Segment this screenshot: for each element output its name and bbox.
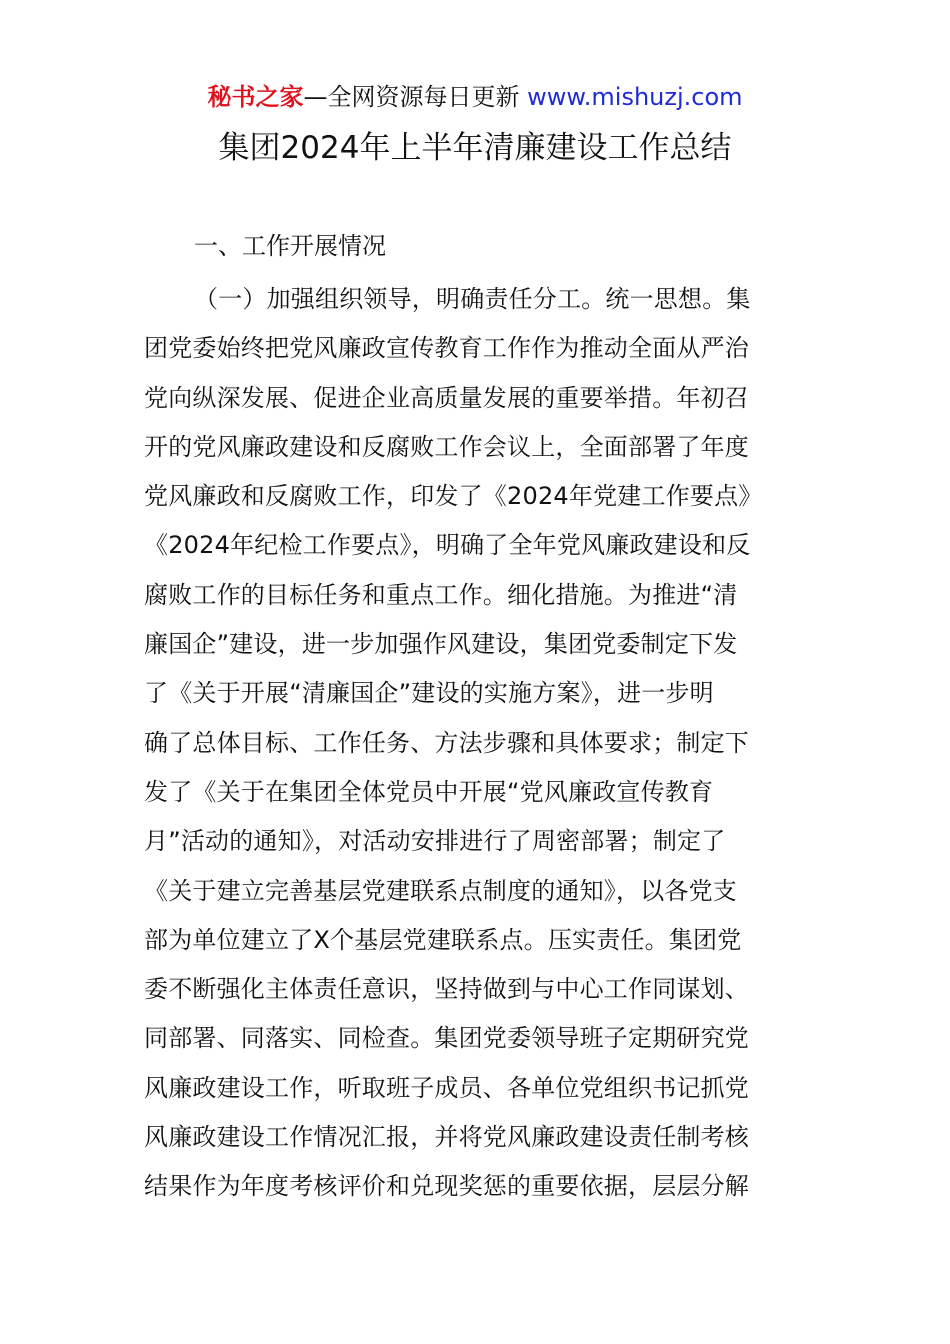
site-url[interactable]: www.mishuzj.com: [527, 83, 743, 111]
body-line: 确了总体目标、工作任务、方法步骤和具体要求；制定下: [144, 728, 749, 757]
body-line: 同部署、同落实、同检查。集团党委领导班子定期研究党: [144, 1024, 749, 1053]
body-line: 团党委始终把党风廉政宣传教育工作作为推动全面从严治: [144, 334, 749, 363]
body-line: 腐败工作的目标任务和重点工作。细化措施。为推进“清: [144, 580, 738, 609]
body-line: 风廉政建设工作，听取班子成员、各单位党组织书记抓党: [144, 1073, 749, 1102]
brand-name: 秘书之家: [207, 83, 304, 111]
body-text: [144, 275, 814, 1212]
body-line: 开的党风廉政建设和反腐败工作会议上，全面部署了年度: [144, 432, 749, 461]
body-line: 廉国企”建设，进一步加强作风建设，集团党委制定下发: [144, 630, 738, 659]
body-line: 结果作为年度考核评价和兑现奖惩的重要依据，层层分解: [144, 1172, 749, 1201]
banner-tagline: —全网资源每日更新: [303, 83, 520, 111]
body-line: （一）加强组织领导，明确责任分工。统一思想。集: [194, 285, 751, 313]
body-line: 《关于建立完善基层党建联系点制度的通知》，以各党支: [144, 876, 737, 905]
site-banner: [0, 80, 950, 114]
body-line: 党风廉政和反腐败工作，印发了《2024年党建工作要点》: [144, 482, 763, 511]
section-heading: 一、工作开展情况: [194, 232, 386, 260]
body-line: 发了《关于在集团全体党员中开展“党风廉政宣传教育: [144, 777, 714, 806]
body-line: 了《关于开展“清廉国企”建设的实施方案》，进一步明: [144, 679, 714, 708]
document-title: 集团2024年上半年清廉建设工作总结: [218, 130, 732, 166]
body-line: 党向纵深发展、促进企业高质量发展的重要举措。年初召: [144, 383, 749, 412]
body-line: 委不断强化主体责任意识，坚持做到与中心工作同谋划、: [144, 975, 749, 1004]
body-line: 风廉政建设工作情况汇报，并将党风廉政建设责任制考核: [144, 1123, 749, 1152]
body-line: 部为单位建立了X个基层党建联系点。压实责任。集团党: [144, 925, 742, 954]
body-line: 月”活动的通知》，对活动安排进行了周密部署；制定了: [144, 827, 726, 856]
body-line: 《2024年纪检工作要点》，明确了全年党风廉政建设和反: [144, 531, 751, 560]
